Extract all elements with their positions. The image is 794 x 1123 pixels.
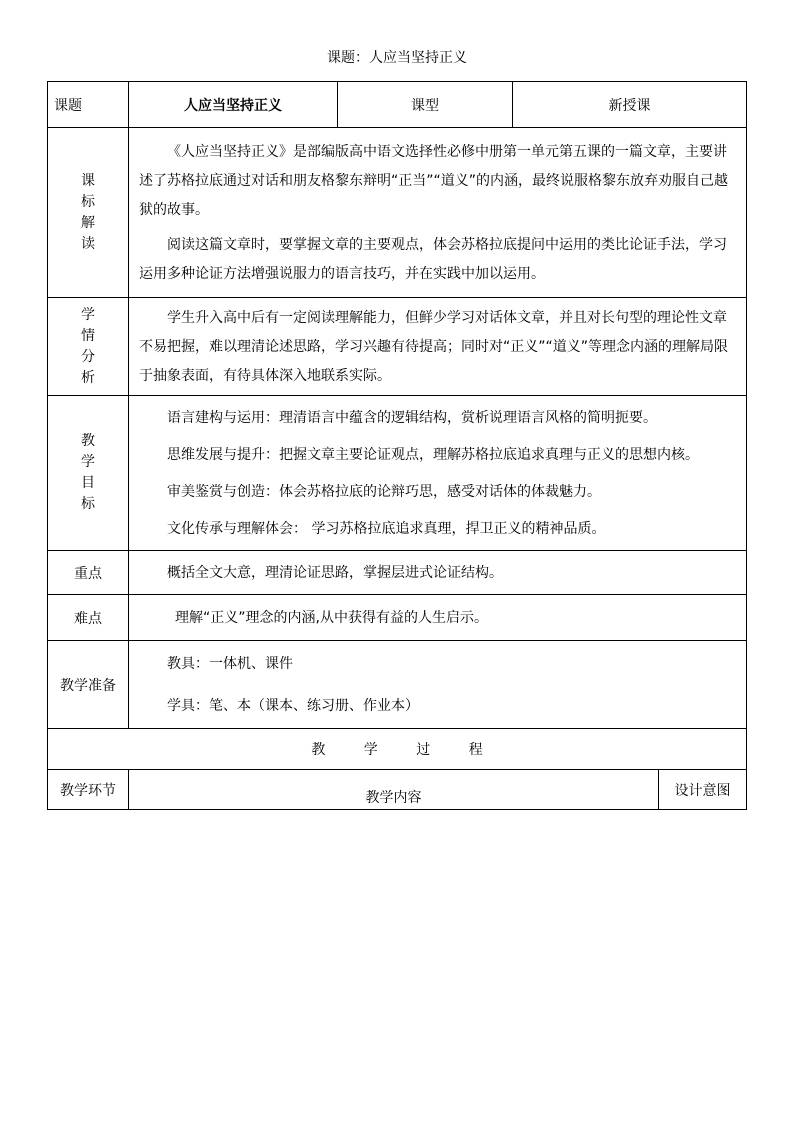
paragraph: 学生升入高中后有一定阅读理解能力，但鲜少学习对话体文章，并且对长句型的理论性文章不易把握，难以理清论述思路，学习兴趣有待提高；同时对“正义”“道义”等理念内涵的理解局限于抽象表面，有待具体深入地联系实际。 <box>139 310 729 384</box>
teaching-process-heading: 教 学 过 程 <box>48 729 747 770</box>
document-title: 课题：人应当坚持正义 <box>327 50 467 66</box>
stage-column-header: 教学环节 <box>48 770 129 810</box>
curriculum-interpretation-row <box>48 128 747 298</box>
difficulties-row <box>48 595 747 641</box>
teaching-objectives-label: 教 学 目 标 <box>48 396 129 551</box>
key-points-row <box>48 551 747 595</box>
preparation-row <box>48 641 747 729</box>
content-column-header: 教学内容 <box>129 770 659 810</box>
preparation-item: 教具：一体机、课件 <box>167 655 293 672</box>
teaching-objectives-content <box>129 396 747 551</box>
learner-analysis-content <box>129 298 747 396</box>
curriculum-interpretation-content <box>129 128 747 298</box>
lesson-plan-table <box>47 81 747 810</box>
teaching-process-heading-row <box>48 729 747 770</box>
objective-item: 文化传承与理解体会： 学习苏格拉底追求真理，捍卫正义的精神品质。 <box>167 521 606 537</box>
teaching-objectives-row <box>48 396 747 551</box>
topic-label: 课题 <box>48 82 129 128</box>
header-row <box>48 82 747 128</box>
preparation-item: 学具：笔、本（课本、练习册、作业本） <box>167 697 419 714</box>
topic-value: 人应当坚持正义 <box>129 82 338 128</box>
preparation-content <box>129 641 747 729</box>
lesson-type-label: 课型 <box>338 82 513 128</box>
learner-analysis-label: 学 情 分 析 <box>48 298 129 396</box>
paragraph: 阅读这篇文章时，要掌握文章的主要观点，体会苏格拉底提问中运用的类比论证手法，学习运用多种论证方法增强说服力的语言技巧，并在实践中加以运用。 <box>139 237 727 282</box>
paragraph: 《人应当坚持正义》是部编版高中语文选择性必修中册第一单元第五课的一篇文章，主要讲述了苏格拉底通过对话和朋友格黎东辩明“正当”“道义”的内涵，最终说服格黎东放弃劝服自己越狱的故事。 <box>139 144 729 218</box>
learner-analysis-row <box>48 298 747 396</box>
key-points-label: 重点 <box>48 551 129 595</box>
difficulties-label: 难点 <box>48 595 129 641</box>
lesson-type-value: 新授课 <box>513 82 747 128</box>
preparation-label: 教学准备 <box>48 641 129 729</box>
curriculum-interpretation-label: 课 标 解 读 <box>48 128 129 298</box>
objective-item: 审美鉴赏与创造：体会苏格拉底的论辩巧思，感受对话体的体裁魅力。 <box>167 484 601 500</box>
teaching-process-columns-row <box>48 770 747 810</box>
intent-column-header: 设计意图 <box>659 770 747 810</box>
key-points-content: 概括全文大意，理清论证思路，掌握层进式论证结构。 <box>129 551 747 595</box>
difficulties-content: 理解“正义”理念的内涵,从中获得有益的人生启示。 <box>129 595 747 641</box>
objective-item: 语言建构与运用：理清语言中蕴含的逻辑结构，赏析说理语言风格的简明扼要。 <box>167 410 657 426</box>
objective-item: 思维发展与提升：把握文章主要论证观点，理解苏格拉底追求真理与正义的思想内核。 <box>167 447 699 463</box>
